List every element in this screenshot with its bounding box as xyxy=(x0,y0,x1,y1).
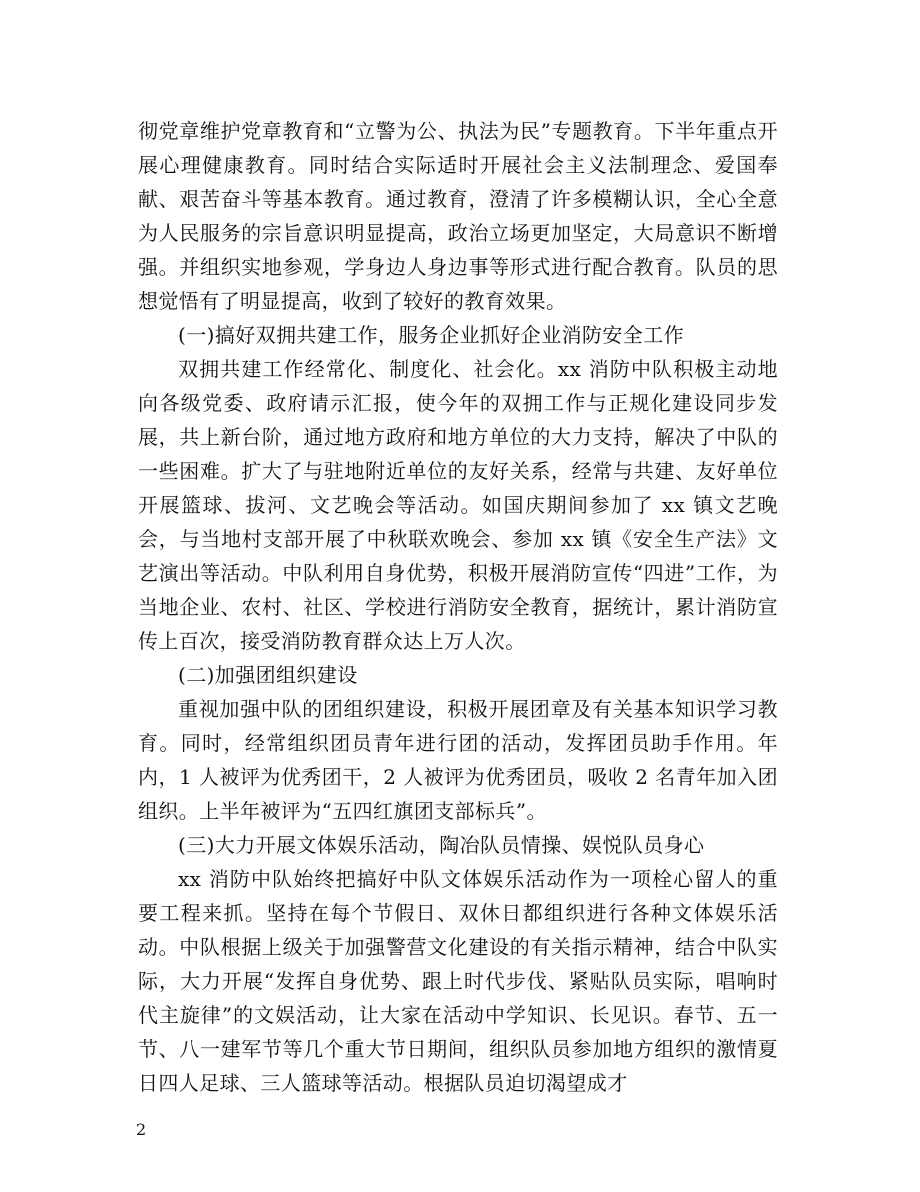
body-paragraph-culture: xx 消防中队始终把搞好中队文体娱乐活动作为一项栓心留人的重要工程来抓。坚持在每个节假日、双休日都组织进行各种文体娱乐活动。中队根据上级关于加强警营文化建设的有关指示精神，结合中队实际，大力开展“发挥自身优势、跟上时代步伐、紧贴队员实际，唱响时代主旋律”的文娱活动，让大家在活动中学知识、长见识。春节、五一节、八一建军节等几个重大节日期间，组织队员参加地方组织的激情夏日四人足球、三人篮球等活动。根据队员迫切渴望成才 xyxy=(138,867,778,1095)
body-paragraph-double-support: 双拥共建工作经常化、制度化、社会化。xx 消防中队积极主动地向各级党委、政府请示汇报，使今年的双拥工作与正规化建设同步发展，共上新台阶，通过地方政府和地方单位的大力支持，解决了中队的一些困难。扩大了与驻地附近单位的友好关系，经常与共建、友好单位开展篮球、拔河、文艺晚会等活动。如国庆期间参加了 xx 镇文艺晚会，与当地村支部开展了中秋联欢晚会、参加 xx 镇《安全生产法》文艺演出等活动。中队利用自身优势，积极开展消防宣传“四进”工作，为当地企业、农村、社区、学校进行消防安全教育，据统计，累计消防宣传上百次，接受消防教育群众达上万人次。 xyxy=(138,357,778,653)
section-heading-3: (三)大力开展文体娱乐活动，陶冶队员情操、娱悦队员身心 xyxy=(178,833,705,857)
document-body xyxy=(138,114,778,1100)
section-heading-2: (二)加强团组织建设 xyxy=(178,663,358,687)
body-paragraph-education: 彻党章维护党章教育和“立警为公、执法为民”专题教育。下半年重点开展心理健康教育。同时结合实际适时开展社会主义法制理念、爱国奉献、艰苦奋斗等基本教育。通过教育，澄清了许多模糊认识，全心全意为人民服务的宗旨意识明显提高，政治立场更加坚定，大局意识不断增强。并组织实地参观，学身边人身边事等形式进行配合教育。队员的思想觉悟有了明显提高，收到了较好的教育效果。 xyxy=(138,119,778,313)
body-paragraph-league: 重视加强中队的团组织建设，积极开展团章及有关基本知识学习教育。同时，经常组织团员青年进行团的活动，发挥团员助手作用。年内，1 人被评为优秀团干，2 人被评为优秀团员，吸收 2 名青年加入团组织。上半年被评为“五四红旗团支部标兵”。 xyxy=(138,697,778,823)
section-heading-1: (一)搞好双拥共建工作，服务企业抓好企业消防安全工作 xyxy=(178,323,685,347)
page-number: 2 xyxy=(136,1120,147,1139)
